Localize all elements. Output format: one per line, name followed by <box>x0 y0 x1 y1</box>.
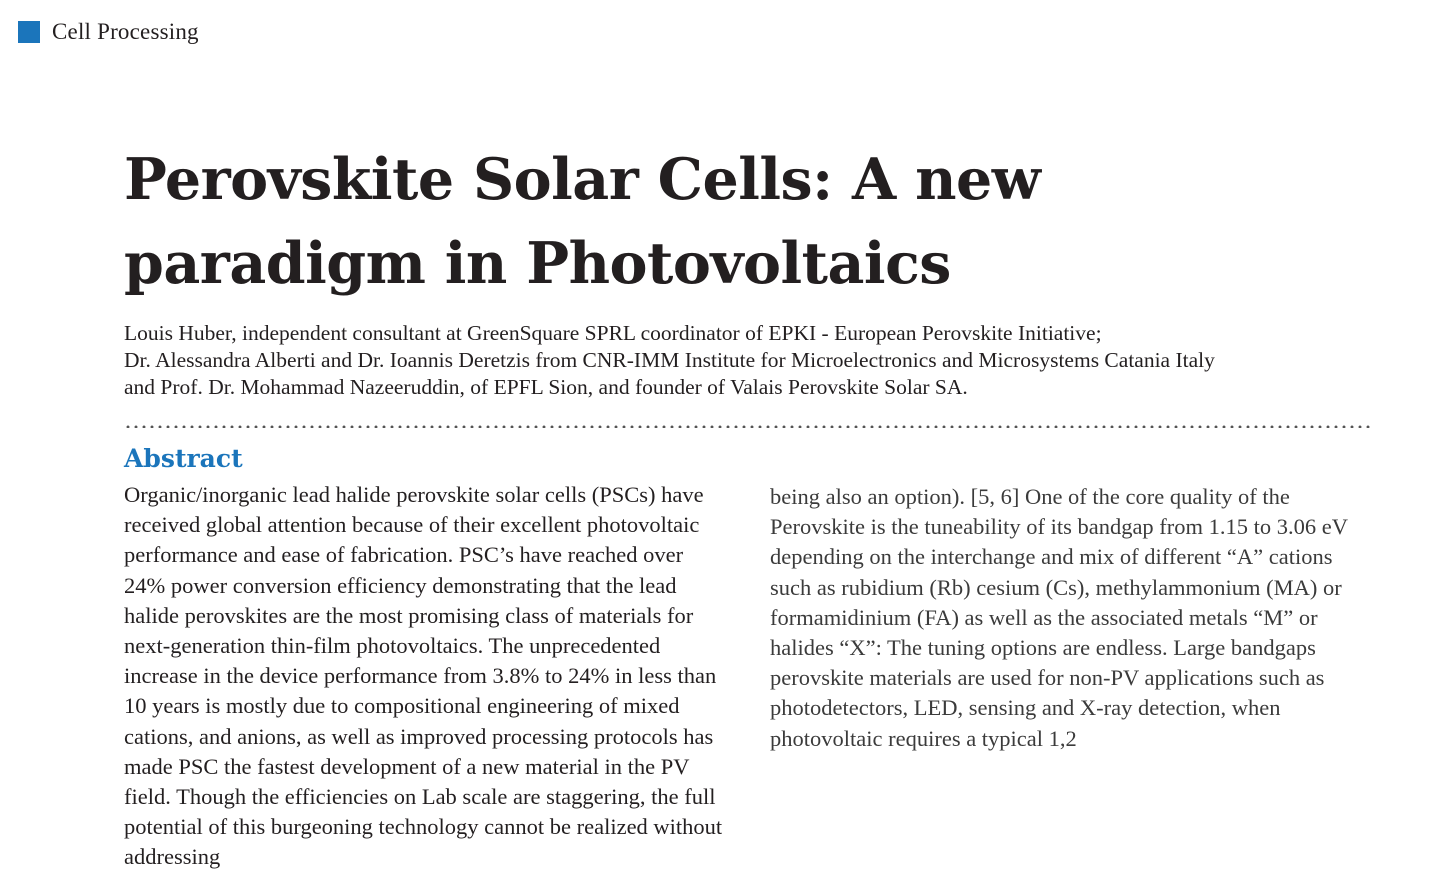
page-title: Perovskite Solar Cells: A new paradigm in Photovoltaics <box>124 146 1041 297</box>
abstract-heading: Abstract <box>124 444 243 473</box>
abstract-paragraph: Organic/inorganic lead halide perovskite solar cells (PSCs) have received global attention because of their excellent photovoltaic performance and ease of fabrication. PSC’s have reached over 24% power conversion efficiency demonstrating that the lead halide perovskites are the most promising class of materials for next-generation thin-film photovoltaics. The unprecedented increase in the device performance from 3.8% to 24% in less than 10 years is mostly due to compositional engineering of mixed cations, and anions, as well as improved processing protocols has made PSC the fastest development of a new material in the PV field. Though the efficiencies on Lab scale are staggering, the full potential of this burgeoning technology cannot be realized without addressing <box>124 482 723 870</box>
running-header <box>18 19 199 45</box>
running-header-label: Cell Processing <box>52 19 199 44</box>
author-line: Dr. Alessandra Alberti and Dr. Ioannis Deretzis from CNR-IMM Institute for Microelectronics and Microsystems Catania Italy <box>124 348 1215 372</box>
author-line: Louis Huber, independent consultant at GreenSquare SPRL coordinator of EPKI - European Perovskite Initiative; <box>124 321 1102 345</box>
author-list <box>124 320 1374 401</box>
blue-square-icon <box>18 21 40 43</box>
dotted-divider <box>124 424 1374 428</box>
article-header <box>124 138 1374 401</box>
abstract-paragraph: being also an option). [5, 6] One of the core quality of the Perovskite is the tuneability of its bandgap from 1.15 to 3.06 eV depending on the interchange and mix of different “A” cations such as rubidium (Rb) cesium (Cs), methylammonium (MA) or formamidinium (FA) as well as the associated metals “M” or halides “X”: The tuning options are endless. Large bandgaps perovskite materials are used for non-PV applications such as photodetectors, LED, sensing and X-ray detection, when photovoltaic requires a typical 1,2 <box>770 484 1348 751</box>
author-line: and Prof. Dr. Mohammad Nazeeruddin, of EPFL Sion, and founder of Valais Perovskite Solar SA. <box>124 375 968 399</box>
